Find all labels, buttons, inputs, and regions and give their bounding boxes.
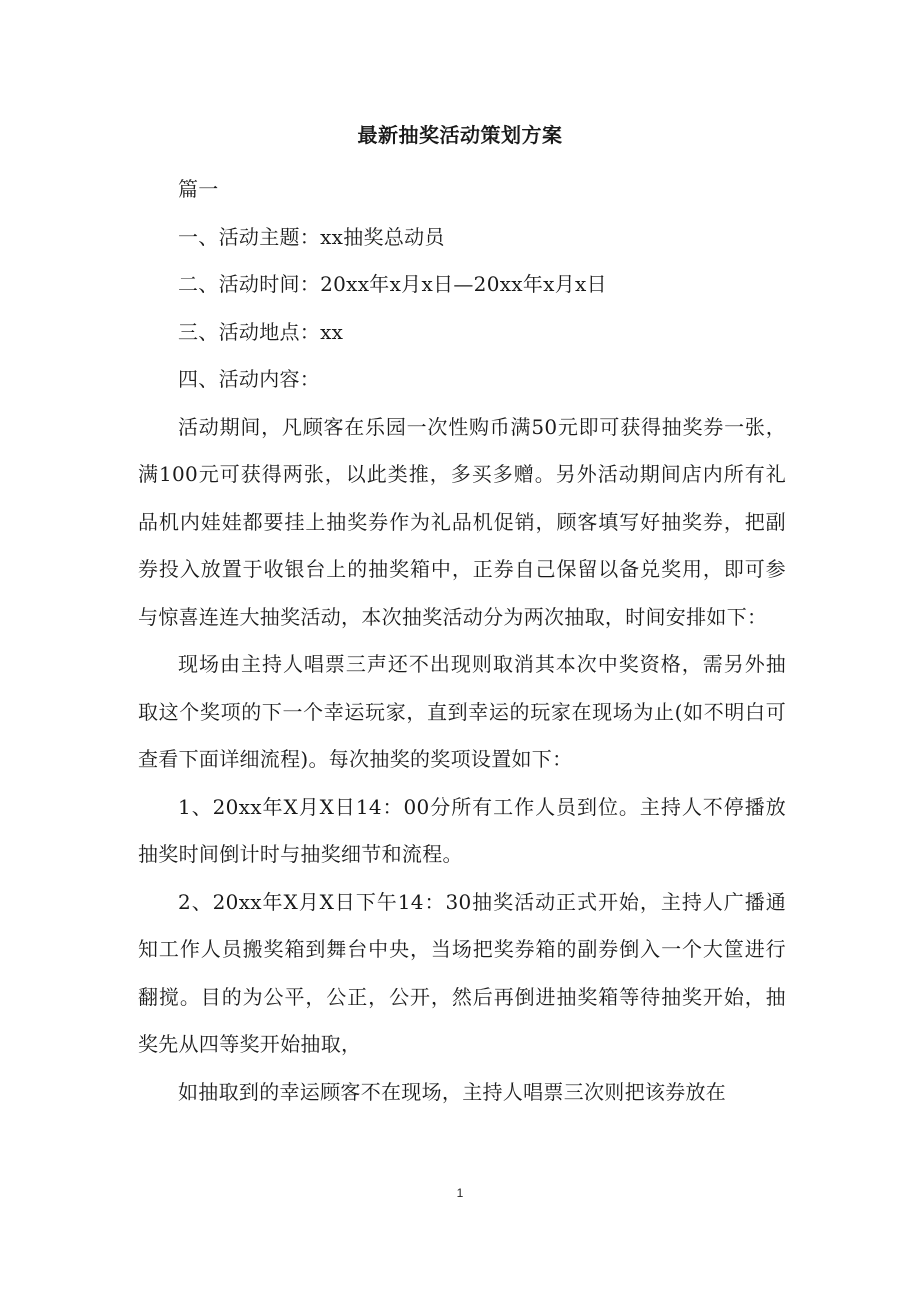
body-paragraph: 活动期间，凡顾客在乐园一次性购币满50元即可获得抽奖券一张，满100元可获得两张，以此类推，多买多赠。另外活动期间店内所有礼品机内娃娃都要挂上抽奖券作为礼品机促销，顾客填写好抽奖券，把副券投入放置于收银台上的抽奖箱中，正券自己保留以备兑奖用，即可参与惊喜连连大抽奖活动，本次抽奖活动分为两次抽取，时间安排如下： [138,414,786,629]
document-body [138,166,786,1116]
body-paragraph: 1、20xx年X月X日14：00分所有工作人员到位。主持人不停播放抽奖时间倒计时与抽奖细节和流程。 [138,794,786,866]
body-paragraph: 如抽取到的幸运顾客不在现场，主持人唱票三次则把该券放在 [178,1079,727,1104]
body-paragraph: 现场由主持人唱票三声还不出现则取消其本次中奖资格，需另外抽取这个奖项的下一个幸运玩家，直到幸运的玩家在现场为止(如不明白可查看下面详细流程)。每次抽奖的奖项设置如下： [138,652,786,771]
document-title: 最新抽奖活动策划方案 [357,123,563,147]
page-number: 1 [456,1186,464,1200]
activity-content-heading: 四、活动内容： [178,367,321,391]
activity-theme: 一、活动主题：xx抽奖总动员 [178,224,445,249]
section-label: 篇一 [178,177,219,201]
activity-location: 三、活动地点：xx [178,319,344,344]
activity-time: 二、活动时间：20xx年x月x日—20xx年x月x日 [178,272,607,296]
body-paragraph: 2、20xx年X月X日下午14：30抽奖活动正式开始，主持人广播通知工作人员搬奖箱到舞台中央，当场把奖券箱的副券倒入一个大筐进行翻搅。目的为公平，公正，公开，然后再倒进抽奖箱等待抽奖开始，抽奖先从四等奖开始抽取， [138,889,786,1056]
